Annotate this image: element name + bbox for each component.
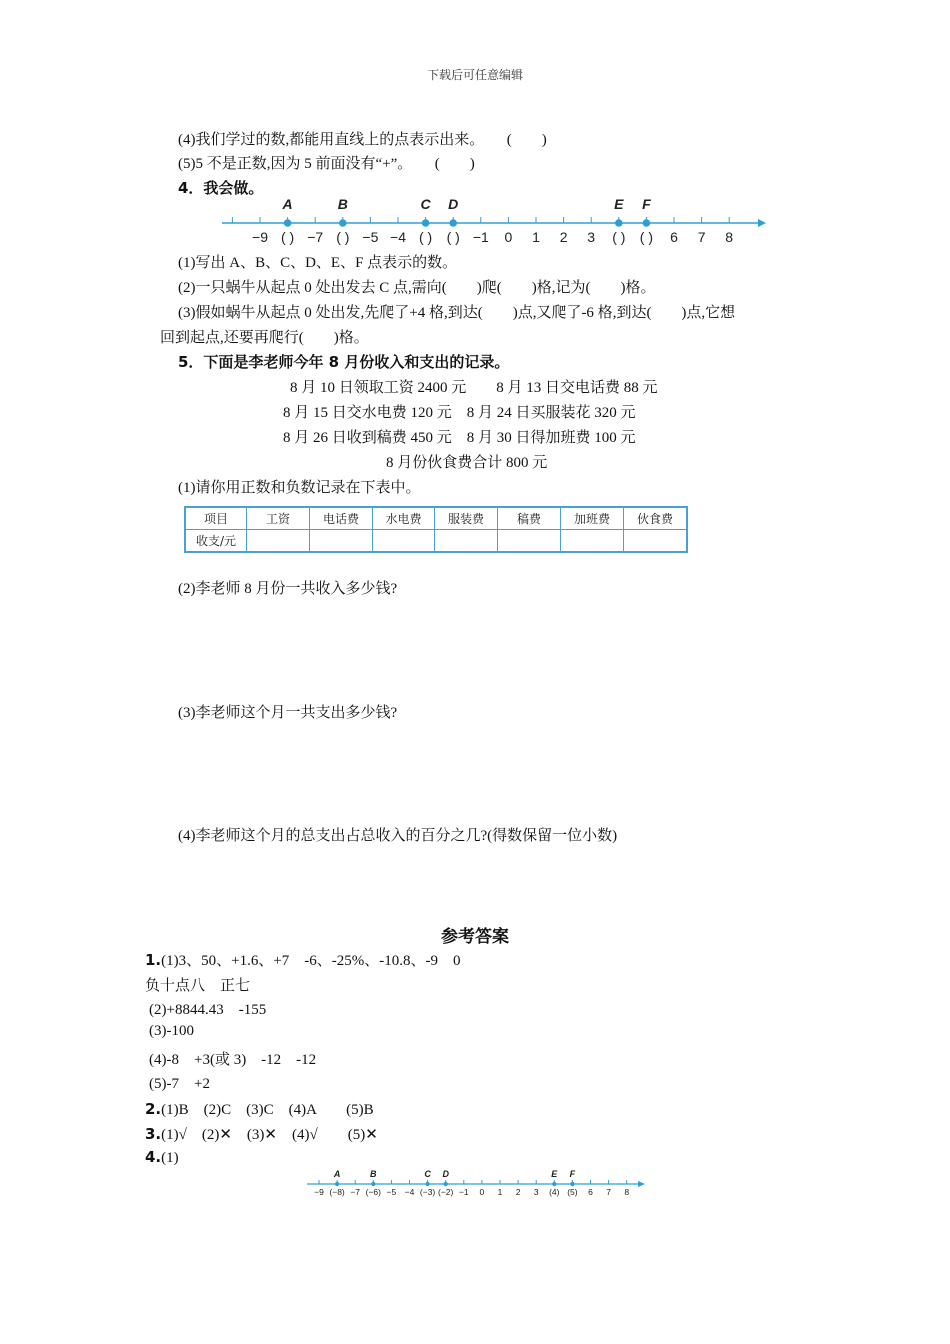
table-header-cell: 项目 [185,507,247,530]
answer-1-line6: (5)-7 +2 [149,1076,210,1092]
tick-label: (4) [549,1187,560,1197]
answer-4-text: (1) [161,1150,179,1166]
number-line-answer [305,1166,650,1200]
tick-label: (−3) [419,1187,436,1197]
tick-label: 8 [624,1187,630,1197]
point-label: E [614,196,624,212]
table-header-cell: 电话费 [310,507,373,530]
point-f [643,219,651,227]
answers-title: 参考答案 [441,927,509,947]
answer-1-text: (1)3、50、+1.6、+7 -6、-25%、-10.8、-9 0 [161,953,461,969]
table-cell-blank[interactable] [498,530,561,553]
point-label: A [333,1169,341,1179]
point-label: B [337,196,348,212]
axis-arrow [758,219,766,227]
page-header: 下载后可任意编辑 [426,68,523,82]
point-label: A [282,196,293,212]
answer-2-number: 2. [145,1100,162,1118]
tick-label: 7 [606,1187,611,1197]
point-b [339,219,347,227]
tick-label: 3 [587,229,596,245]
table-header-cell: 伙食费 [624,507,688,530]
q4-sub1: (1)写出 A、B、C、D、E、F 点表示的数。 [178,255,458,271]
q5-title: 5．下面是李老师今年 8 月份收入和支出的记录。 [178,353,510,371]
table-cell-blank[interactable] [624,530,688,553]
q5-line4: 8 月份伙食费合计 800 元 [386,455,548,471]
tick-label: ( ) [446,229,460,245]
answer-1-line2: 负十点八 正七 [145,978,251,994]
answer-1-line5: (4)-8 +3(或 3) -12 -12 [149,1052,317,1068]
q3-item4: (4)我们学过的数,都能用直线上的点表示出来。 ( ) [178,132,547,148]
tick-label: 6 [670,229,678,245]
tick-label: −1 [458,1187,469,1197]
point-label: F [569,1169,576,1179]
tick-label: ( ) [418,229,433,245]
answer-3-number: 3. [145,1125,162,1143]
q5-sub1: (1)请你用正数和负数记录在下表中。 [178,480,421,496]
answer-3 [145,1123,378,1144]
table-header-cell: 水电费 [373,507,435,530]
table-header-cell: 工资 [247,507,310,530]
point-d [444,1182,448,1186]
tick-label: 1 [532,229,540,245]
tick-label: −5 [362,229,379,245]
tick-label: −4 [390,229,406,245]
tick-label: (−6) [365,1187,381,1197]
table-header-cell: 服装费 [435,507,498,530]
point-c [422,219,430,227]
table-cell-blank[interactable] [310,530,373,553]
point-a [284,219,292,227]
tick-label: ( ) [612,229,626,245]
q5-line3: 8 月 26 日收到稿费 450 元 8 月 30 日得加班费 100 元 [283,430,636,446]
q5-line2: 8 月 15 日交水电费 120 元 8 月 24 日买服装花 320 元 [283,405,636,421]
table-row-label: 收支/元 [185,530,247,553]
point-a [335,1182,339,1186]
answer-1-line4: (3)-100 [149,1023,194,1039]
q4-title: 4．我会做。 [178,179,264,197]
answer-1-line1 [145,949,461,970]
table-cell-blank[interactable] [247,530,310,553]
tick-label: 1 [497,1187,503,1197]
answer-2-text: (1)B (2)C (3)C (4)A (5)B [161,1102,374,1118]
point-label: C [424,1169,431,1179]
table-row [185,530,687,553]
point-label: B [370,1169,377,1179]
tick-label: −1 [472,229,489,245]
point-label: E [551,1169,558,1179]
point-label: F [642,196,651,212]
point-e [552,1182,556,1186]
q5-sub2: (2)李老师 8 月份一共收入多少钱? [178,581,398,597]
point-label: C [420,196,431,212]
tick-label: ( ) [280,229,295,245]
tick-label: ( ) [336,229,350,245]
q3-item5: (5)5 不是正数,因为 5 前面没有“+”。 ( ) [178,156,475,172]
q4-sub3a: (3)假如蜗牛从起点 0 处出发,先爬了+4 格,到达( )点,又爬了-6 格,到达( )点,它想 [178,305,736,321]
axis-arrow [638,1181,645,1187]
tick-label: 7 [697,229,706,245]
table-header-cell: 稿费 [498,507,561,530]
answer-2 [145,1098,374,1119]
answer-4-number: 4. [145,1148,162,1166]
tick-label: ( ) [639,229,654,245]
q5-sub3: (3)李老师这个月一共支出多少钱? [178,705,398,721]
tick-label: 6 [588,1187,593,1197]
tick-label: 0 [479,1187,485,1197]
tick-label: (−8) [329,1187,345,1197]
table-header-row [185,507,687,530]
tick-label: 0 [504,229,513,245]
point-e [615,219,623,227]
tick-label: (−2) [438,1187,454,1197]
tick-label: −5 [386,1187,397,1197]
point-f [570,1182,574,1186]
tick-label: −7 [307,229,324,245]
answer-3-text: (1)√ (2)✕ (3)✕ (4)√ (5)✕ [161,1127,378,1143]
point-d [449,219,457,227]
record-table [184,506,688,553]
table-cell-blank[interactable] [561,530,624,553]
tick-label: 8 [725,229,734,245]
tick-label: 2 [515,1187,521,1197]
q4-sub2: (2)一只蜗牛从起点 0 处出发去 C 点,需向( )爬( )格,记为( )格。 [178,280,656,296]
tick-label: −7 [350,1187,361,1197]
table-cell-blank[interactable] [373,530,435,553]
point-label: D [448,196,459,212]
answer-4 [145,1148,179,1167]
table-header-cell: 加班费 [561,507,624,530]
q5-sub4: (4)李老师这个月的总支出占总收入的百分之几?(得数保留一位小数) [178,828,618,844]
point-label: D [442,1169,449,1179]
tick-label: (5) [567,1187,578,1197]
point-b [371,1182,375,1186]
tick-label: −4 [404,1187,415,1197]
tick-label: 3 [533,1187,539,1197]
q5-line1: 8 月 10 日领取工资 2400 元 8 月 13 日交电话费 88 元 [290,380,658,396]
number-line-question [220,196,770,248]
q4-sub3b: 回到起点,还要再爬行( )格。 [160,330,369,346]
table-cell-blank[interactable] [435,530,498,553]
tick-label: −9 [314,1187,324,1197]
point-c [425,1182,429,1186]
tick-label: 2 [559,229,568,245]
tick-label: −9 [252,229,268,245]
answer-1-line3: (2)+8844.43 -155 [149,1002,267,1018]
answer-1-number: 1. [145,951,162,969]
